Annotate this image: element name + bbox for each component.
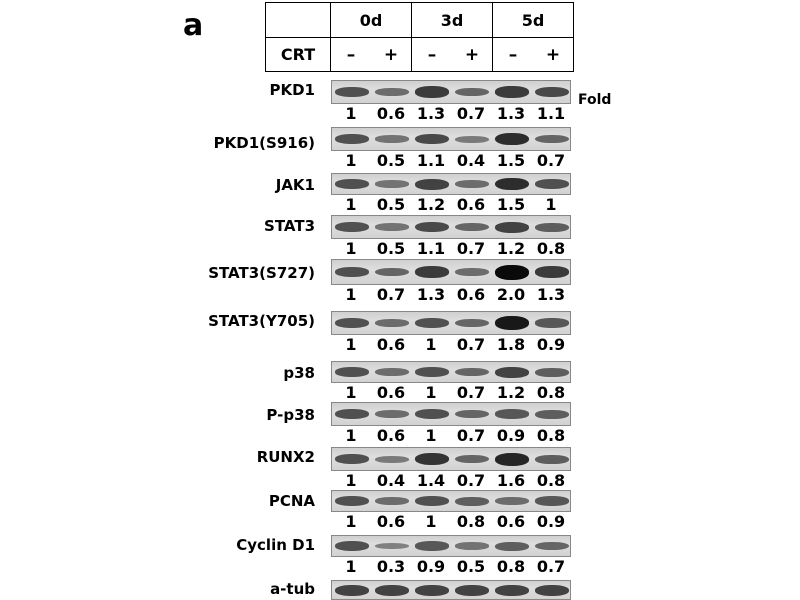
fold-values-jak1: [331, 195, 571, 215]
blot-band: [495, 265, 529, 280]
fold-value: 0.5: [376, 151, 406, 170]
fold-value: 1: [345, 104, 357, 123]
blot-band: [375, 543, 409, 550]
fold-value: 1.1: [416, 151, 446, 170]
fold-value: 1: [345, 383, 357, 402]
blot-lane: [532, 362, 571, 382]
blot-strip-stat3: [331, 215, 571, 239]
blot-band: [415, 453, 449, 465]
fold-value: 0.8: [456, 512, 486, 531]
fold-value: 1.5: [496, 195, 526, 214]
plus-sign: +: [383, 44, 399, 65]
blot-lane: [532, 581, 571, 599]
protein-label-stat3-s727: STAT3(S727): [208, 264, 315, 282]
blot-band: [375, 223, 409, 231]
fold-value: 1: [345, 195, 357, 214]
blot-lane: [452, 81, 492, 103]
header-corner-cell: [266, 3, 331, 38]
blot-lane: [332, 362, 372, 382]
blot-lane: [372, 491, 412, 511]
treatment-cell-3d: [412, 38, 493, 72]
blot-lane: [412, 260, 452, 284]
fold-value: 0.7: [536, 151, 566, 170]
blot-band: [375, 135, 409, 143]
fold-label: Fold: [578, 92, 612, 108]
blot-band: [535, 266, 569, 278]
blot-band: [415, 134, 449, 145]
blot-lane: [372, 581, 412, 599]
blot-band: [535, 496, 569, 506]
timepoint-3d: 3d: [412, 3, 493, 38]
treatment-cell-5d: [493, 38, 574, 72]
fold-value: 0.6: [376, 512, 406, 531]
condition-header-table: [265, 2, 574, 72]
protein-label-pkd1: PKD1: [269, 81, 315, 99]
blot-lane: [412, 536, 452, 556]
fold-value: 0.9: [496, 426, 526, 445]
fold-value: 0.9: [536, 335, 566, 354]
blot-band: [335, 222, 369, 232]
protein-label-runx2: RUNX2: [256, 448, 315, 466]
blot-band: [455, 585, 489, 596]
fold-value: 0.9: [416, 557, 446, 576]
blot-lane: [452, 403, 492, 425]
blot-lane: [372, 448, 412, 470]
fold-value: 0.9: [536, 512, 566, 531]
fold-value: 0.7: [456, 335, 486, 354]
blot-lane: [332, 216, 372, 238]
blot-strip-stat3-y705: [331, 311, 571, 335]
blot-band: [495, 542, 529, 551]
fold-value: 1.2: [496, 383, 526, 402]
fold-values-pkd1-s916: [331, 151, 571, 171]
blot-lane: [372, 260, 412, 284]
blot-lane: [412, 81, 452, 103]
blot-strip-stat3-s727: [331, 259, 571, 285]
blot-band: [455, 368, 489, 377]
fold-value: 0.3: [376, 557, 406, 576]
fold-value: 1: [345, 285, 357, 304]
blot-band: [495, 86, 529, 98]
fold-value: 1.4: [416, 471, 446, 490]
blot-lane: [412, 216, 452, 238]
blot-band: [335, 267, 369, 277]
blot-lane: [532, 260, 571, 284]
blot-band: [375, 585, 409, 596]
blot-lane: [492, 362, 532, 382]
fold-values-runx2: [331, 471, 571, 491]
fold-value: 0.6: [376, 104, 406, 123]
blot-lane: [412, 491, 452, 511]
fold-value: 0.7: [456, 239, 486, 258]
blot-band: [455, 180, 489, 188]
blot-band: [495, 367, 529, 378]
blot-lane: [372, 403, 412, 425]
blot-band: [375, 497, 409, 505]
fold-values-stat3: [331, 239, 571, 259]
blot-band: [535, 135, 569, 144]
blot-lane: [492, 403, 532, 425]
minus-sign: –: [508, 44, 518, 65]
blot-lane: [412, 362, 452, 382]
fold-values-stat3-s727: [331, 285, 571, 305]
fold-value: 0.8: [536, 239, 566, 258]
blot-lane: [492, 448, 532, 470]
protein-label-stat3-y705: STAT3(Y705): [208, 312, 315, 330]
fold-values-stat3-y705: [331, 335, 571, 355]
blot-lane: [452, 312, 492, 334]
fold-value: 1: [345, 335, 357, 354]
blot-band: [375, 319, 409, 327]
blot-band: [415, 266, 449, 278]
fold-value: 1: [425, 426, 437, 445]
fold-value: 1.2: [416, 195, 446, 214]
blot-band: [495, 133, 529, 146]
blot-lane: [412, 128, 452, 150]
blot-band: [415, 496, 449, 506]
fold-value: 1.3: [416, 285, 446, 304]
fold-value: 1.2: [496, 239, 526, 258]
blot-lane: [452, 128, 492, 150]
fold-value: 0.5: [456, 557, 486, 576]
blot-band: [335, 318, 369, 328]
fold-value: 0.6: [456, 285, 486, 304]
blot-band: [415, 318, 449, 328]
fold-value: 1: [345, 239, 357, 258]
blot-band: [375, 368, 409, 376]
blot-band: [455, 497, 489, 506]
blot-band: [455, 268, 489, 276]
blot-lane: [452, 491, 492, 511]
fold-value: 0.7: [456, 383, 486, 402]
blot-lane: [372, 174, 412, 194]
fold-value: 1.3: [416, 104, 446, 123]
fold-value: 1.3: [496, 104, 526, 123]
blot-lane: [452, 216, 492, 238]
blot-band: [375, 268, 409, 277]
blot-lane: [532, 448, 571, 470]
blot-lane: [532, 491, 571, 511]
blot-band: [415, 179, 449, 190]
blot-strip-cyclin-d1: [331, 535, 571, 557]
blot-band: [335, 134, 369, 144]
fold-value: 0.8: [536, 471, 566, 490]
fold-value: 0.7: [536, 557, 566, 576]
blot-lane: [412, 312, 452, 334]
fold-values-pkd1: [331, 104, 571, 124]
fold-values-pcna: [331, 512, 571, 532]
blot-band: [495, 453, 529, 466]
blot-lane: [412, 174, 452, 194]
blot-band: [335, 585, 369, 596]
blot-band: [535, 87, 569, 98]
blot-lane: [332, 174, 372, 194]
blot-band: [535, 542, 569, 551]
blot-lane: [372, 128, 412, 150]
blot-lane: [532, 81, 571, 103]
blot-lane: [332, 448, 372, 470]
blot-band: [455, 319, 489, 328]
blot-band: [495, 178, 529, 191]
blot-band: [535, 585, 569, 596]
fold-value: 1: [425, 335, 437, 354]
blot-band: [455, 455, 489, 464]
blot-lane: [452, 448, 492, 470]
fold-value: 0.7: [456, 426, 486, 445]
blot-lane: [372, 81, 412, 103]
blot-band: [455, 136, 489, 143]
fold-value: 0.5: [376, 239, 406, 258]
fold-value: 1.6: [496, 471, 526, 490]
blot-lane: [452, 362, 492, 382]
blot-band: [415, 409, 449, 419]
blot-band: [415, 541, 449, 551]
fold-values-cyclin-d1: [331, 557, 571, 577]
fold-value: 0.8: [536, 383, 566, 402]
treatment-cell-0d: [331, 38, 412, 72]
blot-lane: [532, 174, 571, 194]
blot-lane: [452, 581, 492, 599]
fold-value: 0.7: [376, 285, 406, 304]
minus-sign: –: [427, 44, 437, 65]
blot-lane: [332, 491, 372, 511]
blot-strip-a-tub: [331, 580, 571, 600]
treatment-label: CRT: [266, 38, 331, 72]
blot-band: [375, 456, 409, 463]
protein-label-pkd1-s916: PKD1(S916): [213, 134, 315, 152]
fold-value: 1: [345, 557, 357, 576]
blot-lane: [372, 536, 412, 556]
blot-lane: [492, 536, 532, 556]
panel-letter: a: [183, 8, 204, 43]
blot-lane: [532, 312, 571, 334]
blot-band: [495, 409, 529, 419]
blot-lane: [332, 536, 372, 556]
fold-value: 1: [345, 151, 357, 170]
blot-lane: [412, 403, 452, 425]
blot-strip-jak1: [331, 173, 571, 195]
blot-lane: [532, 128, 571, 150]
blot-lane: [332, 128, 372, 150]
blot-lane: [492, 581, 532, 599]
blot-lane: [452, 174, 492, 194]
blot-band: [535, 223, 569, 232]
timepoint-5d: 5d: [493, 3, 574, 38]
fold-value: 1.1: [416, 239, 446, 258]
blot-lane: [332, 312, 372, 334]
blot-band: [415, 86, 449, 98]
fold-value: 0.6: [496, 512, 526, 531]
blot-lane: [532, 536, 571, 556]
blot-band: [375, 88, 409, 96]
blot-band: [535, 179, 569, 189]
fold-value: 0.6: [376, 426, 406, 445]
blot-band: [375, 410, 409, 418]
blot-band: [535, 455, 569, 464]
fold-value: 0.4: [456, 151, 486, 170]
blot-band: [335, 179, 369, 189]
blot-strip-pkd1-s916: [331, 127, 571, 151]
protein-label-p-p38: P-p38: [266, 406, 315, 424]
blot-band: [455, 223, 489, 232]
blot-lane: [492, 174, 532, 194]
blot-band: [455, 542, 489, 550]
blot-lane: [492, 491, 532, 511]
fold-value: 1.5: [496, 151, 526, 170]
fold-value: 1: [345, 426, 357, 445]
blot-lane: [412, 581, 452, 599]
fold-values-p-p38: [331, 426, 571, 446]
plus-sign: +: [545, 44, 561, 65]
blot-lane: [412, 448, 452, 470]
blot-band: [335, 87, 369, 97]
blot-lane: [332, 260, 372, 284]
blot-band: [335, 541, 369, 551]
blot-band: [535, 410, 569, 419]
blot-band: [335, 367, 369, 377]
blot-lane: [492, 260, 532, 284]
fold-value: 1.1: [536, 104, 566, 123]
blot-lane: [332, 81, 372, 103]
fold-value: 0.7: [456, 471, 486, 490]
blot-strip-runx2: [331, 447, 571, 471]
plus-sign: +: [464, 44, 480, 65]
blot-lane: [532, 403, 571, 425]
fold-value: 1.8: [496, 335, 526, 354]
fold-value: 1.3: [536, 285, 566, 304]
protein-label-pcna: PCNA: [268, 492, 315, 510]
fold-value: 1: [425, 383, 437, 402]
fold-value: 0.6: [376, 383, 406, 402]
blot-band: [335, 409, 369, 419]
blot-lane: [332, 403, 372, 425]
blot-strip-pcna: [331, 490, 571, 512]
blot-band: [495, 497, 529, 505]
blot-band: [455, 410, 489, 419]
blot-lane: [492, 81, 532, 103]
blot-lane: [372, 362, 412, 382]
protein-label-a-tub: a-tub: [270, 580, 315, 598]
blot-band: [415, 585, 449, 596]
blot-lane: [372, 312, 412, 334]
blot-band: [375, 180, 409, 188]
blot-band: [495, 222, 529, 233]
blot-band: [495, 316, 529, 330]
fold-value: 0.8: [496, 557, 526, 576]
fold-value: 1: [425, 512, 437, 531]
blot-band: [335, 454, 369, 464]
blot-lane: [452, 260, 492, 284]
fold-value: 1: [545, 195, 557, 214]
blot-band: [335, 496, 369, 506]
protein-label-jak1: JAK1: [275, 176, 315, 194]
timepoint-0d: 0d: [331, 3, 412, 38]
blot-band: [535, 318, 569, 328]
blot-band: [495, 585, 529, 596]
protein-label-cyclin-d1: Cyclin D1: [236, 536, 315, 554]
blot-band: [415, 367, 449, 377]
blot-lane: [332, 581, 372, 599]
blot-band: [455, 88, 489, 97]
blot-lane: [492, 216, 532, 238]
fold-value: 0.6: [456, 195, 486, 214]
blot-strip-p38: [331, 361, 571, 383]
fold-value: 0.8: [536, 426, 566, 445]
blot-lane: [492, 128, 532, 150]
minus-sign: –: [346, 44, 356, 65]
blot-lane: [452, 536, 492, 556]
blot-lane: [492, 312, 532, 334]
blot-lane: [532, 216, 571, 238]
fold-value: 0.5: [376, 195, 406, 214]
protein-label-stat3: STAT3: [264, 217, 315, 235]
blot-lane: [372, 216, 412, 238]
fold-value: 0.7: [456, 104, 486, 123]
fold-value: 2.0: [496, 285, 526, 304]
blot-strip-p-p38: [331, 402, 571, 426]
protein-label-p38: p38: [283, 364, 315, 382]
fold-value: 0.4: [376, 471, 406, 490]
fold-values-p38: [331, 383, 571, 403]
blot-band: [415, 222, 449, 233]
fold-value: 0.6: [376, 335, 406, 354]
blot-band: [535, 368, 569, 377]
fold-value: 1: [345, 512, 357, 531]
fold-value: 1: [345, 471, 357, 490]
blot-strip-pkd1: [331, 80, 571, 104]
